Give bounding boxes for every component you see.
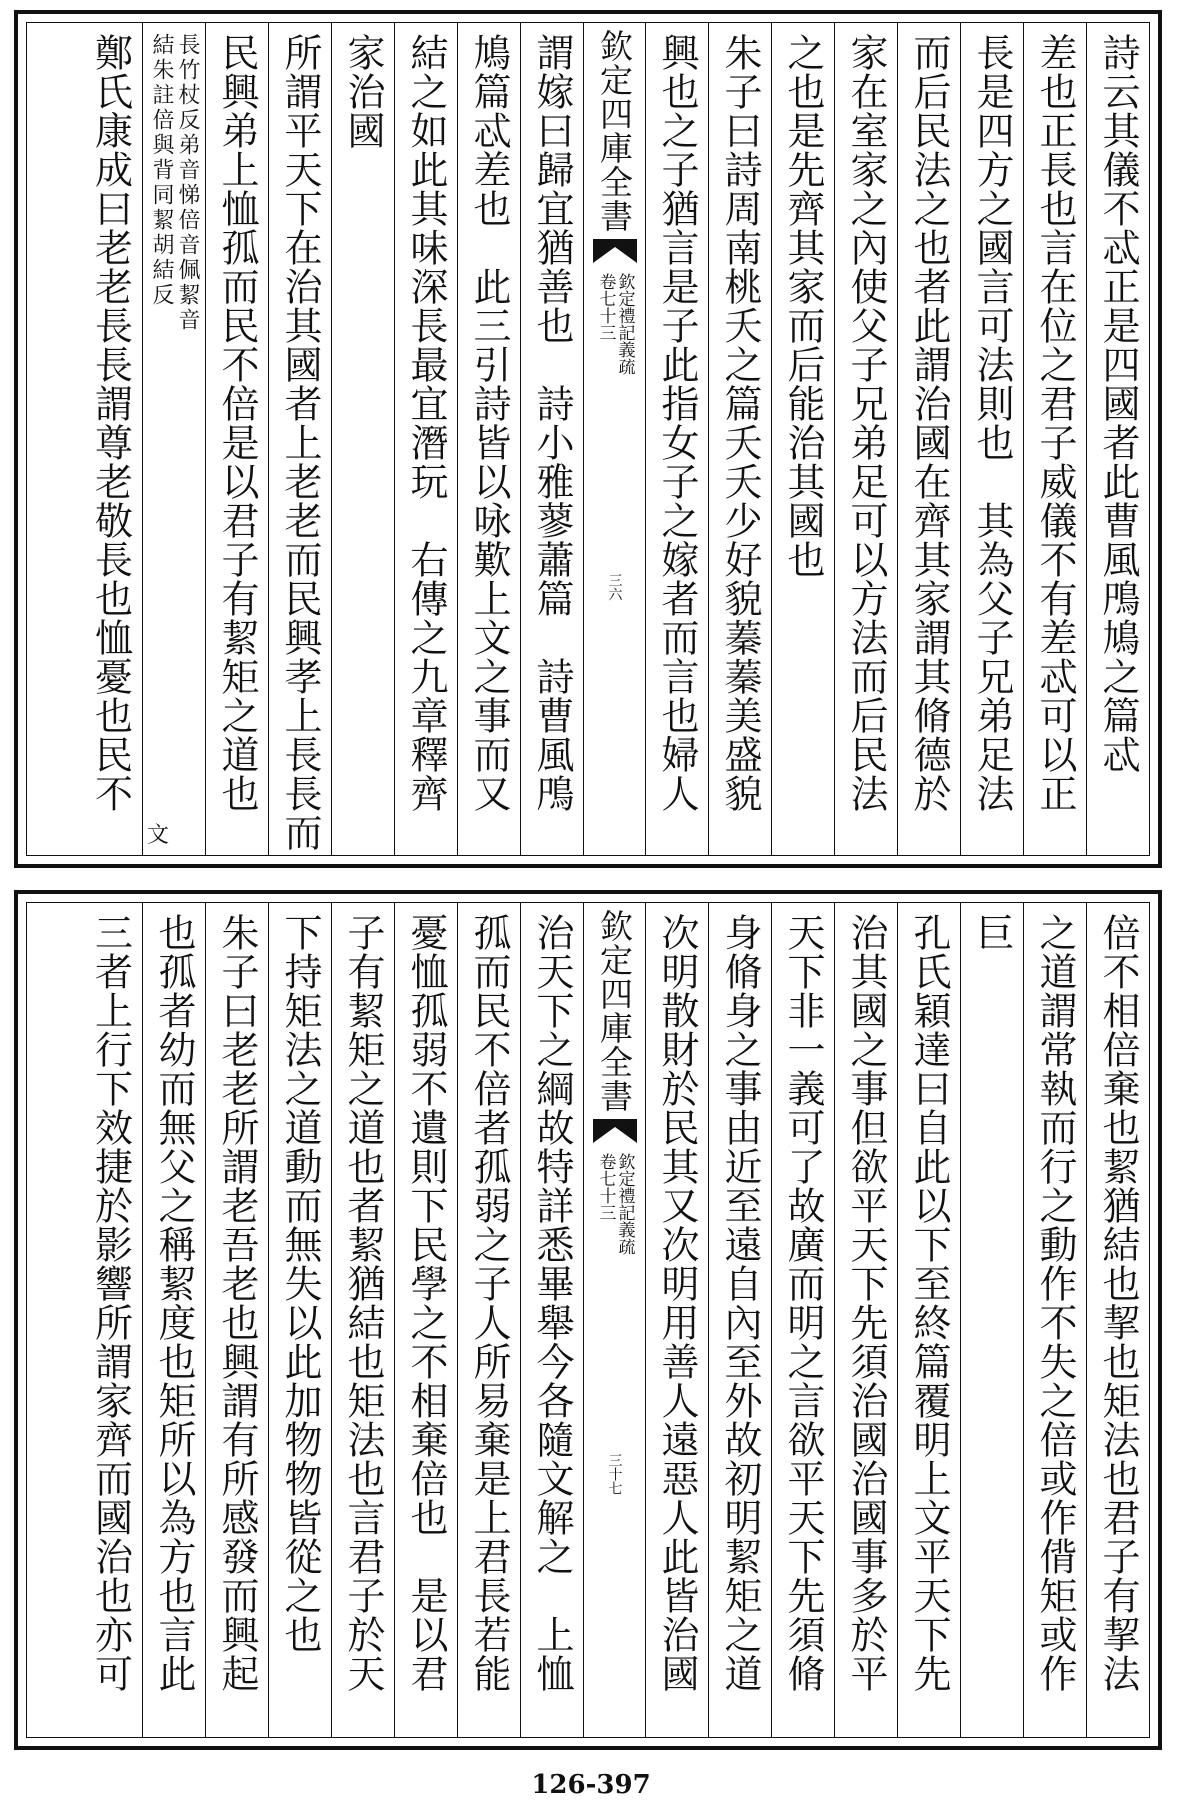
- column-text: 民興弟上恤孤而民不倍是以君子有絜矩之道也: [215, 33, 259, 813]
- text-column: [834, 903, 897, 1737]
- gutter-title: 欽定四庫全書: [595, 909, 634, 1113]
- text-column: [205, 903, 268, 1737]
- text-column: [960, 23, 1023, 855]
- column-text: 三者上行下效捷於影響所謂家齊而國治也亦可: [88, 913, 133, 1693]
- text-column: [708, 903, 771, 1737]
- top-page-frame: [26, 22, 1150, 856]
- column-text: 長是四方之國言可法則也 其為父子兄弟足法: [970, 33, 1014, 813]
- text-column: [960, 903, 1023, 1737]
- gutter-folio: 三十七: [606, 1453, 623, 1495]
- bottom-page-frame: [26, 902, 1150, 1738]
- column-text: 天下非一義可了故廣而明之言欲平天下先須脩: [781, 913, 825, 1693]
- gutter-book-title: 欽定禮記義疏: [614, 1153, 635, 1255]
- fish-tail-mark-icon: [593, 239, 637, 263]
- gutter-volume: 卷七十三: [595, 273, 616, 341]
- column-text: 差也正長也言在位之君子威儀不有差忒可以正: [1033, 33, 1077, 813]
- bottom-page-columns: [27, 903, 1149, 1737]
- column-text: 興也之子猶言是子此指女子之嫁者而言也婦人: [655, 33, 699, 813]
- page-number: 126-397: [531, 1770, 651, 1800]
- column-text: 巨: [970, 913, 1014, 952]
- end-marker: 文: [147, 823, 170, 848]
- gutter-volume: 卷七十三: [595, 1153, 616, 1221]
- text-column: [1023, 903, 1086, 1737]
- column-text: 下持矩法之道動而無失以此加物物皆從之也: [278, 913, 322, 1654]
- note-column: [142, 23, 205, 855]
- text-column: [79, 23, 142, 855]
- text-column: [645, 903, 708, 1737]
- column-text: 治天下之綱故特詳悉畢舉今各隨文解之 上恤: [530, 913, 574, 1693]
- column-text: 而后民法之也者此謂治國在齊其家謂其脩德於: [907, 33, 951, 813]
- page-gutter: [583, 903, 645, 1737]
- text-column: [79, 903, 142, 1737]
- gutter-book-title: 欽定禮記義疏: [614, 273, 635, 375]
- column-text: 子有絜矩之道也者絜猶結也矩法也言君子於天: [341, 913, 385, 1693]
- text-column: [771, 23, 834, 855]
- column-text: 之道謂常執而行之動作不失之倍或作偝矩或作: [1033, 913, 1077, 1693]
- text-column: [645, 23, 708, 855]
- text-column: [708, 23, 771, 855]
- column-text: 倍不相倍棄也絜猶結也挈也矩法也君子有挈法: [1096, 913, 1140, 1693]
- column-text: 詩云其儀不忒正是四國者此曹風鳲鳩之篇忒: [1096, 33, 1140, 774]
- column-text: 之也是先齊其家而后能治其國也: [781, 33, 825, 579]
- column-text: 憂恤孤弱不遺則下民學之不相棄倍也 是以君: [404, 913, 448, 1693]
- text-column: [520, 903, 583, 1737]
- text-column: [1086, 903, 1149, 1737]
- gutter-subtitle: [596, 1153, 634, 1323]
- gutter-title: 欽定四庫全書: [595, 29, 634, 233]
- gutter-folio: 三六: [606, 573, 623, 601]
- bottom-page: [14, 890, 1162, 1750]
- text-column: [331, 903, 394, 1737]
- text-column: [142, 903, 205, 1737]
- text-column: [457, 23, 520, 855]
- text-column: [520, 23, 583, 855]
- text-column: [1023, 23, 1086, 855]
- text-column: [394, 23, 457, 855]
- column-text: 身脩身之事由近至遠自內至外故初明絜矩之道: [718, 913, 762, 1693]
- column-text: 孔氏穎達曰自此以下至終篇覆明上文平天下先: [907, 913, 951, 1693]
- text-column-with-marker: [205, 23, 268, 855]
- text-column: [771, 903, 834, 1737]
- note-line: 長竹杖反弟音悌倍音佩絜音: [175, 33, 200, 333]
- text-column-with-marker: [268, 23, 331, 855]
- column-text: 謂嫁曰歸宜猶善也 詩小雅蓼蕭篇 詩曹風鳲: [530, 33, 574, 813]
- column-text: 治其國之事但欲平天下先須治國治國事多於平: [844, 913, 888, 1693]
- column-text: 家在室家之內使父子兄弟足可以方法而后民法: [844, 33, 888, 813]
- column-text: 所謂平天下在治其國者上老老而民興孝上長長而: [278, 33, 322, 852]
- column-text: 朱子曰老老所謂老吾老也興謂有所感發而興起: [215, 913, 259, 1693]
- text-column: [457, 903, 520, 1737]
- fish-tail-mark-icon: [593, 1119, 637, 1143]
- top-page-columns: [27, 23, 1149, 855]
- text-column: [1086, 23, 1149, 855]
- text-column: [897, 23, 960, 855]
- column-text: 結之如此其味深長最宜潛玩 右傳之九章釋齊: [404, 33, 448, 813]
- page-gutter: [583, 23, 645, 855]
- column-text: 鳩篇忒差也 此三引詩皆以咏歎上文之事而又: [467, 33, 511, 813]
- note-line: 結朱註倍與背同絜胡結反: [149, 33, 174, 308]
- top-page: [14, 10, 1162, 868]
- note-text: [148, 33, 200, 855]
- text-column: [897, 903, 960, 1737]
- column-text: 也孤者幼而無父之稱絜度也矩所以為方也言此: [152, 913, 196, 1693]
- column-text: 孤而民不倍者孤弱之子人所易棄是上君長若能: [467, 913, 511, 1693]
- column-text: 鄭氏康成曰老老長長謂尊老敬長也恤憂也民不: [88, 33, 133, 813]
- text-column: [331, 23, 394, 855]
- column-text: 朱子曰詩周南桃夭之篇夭夭少好貌蓁蓁美盛貌: [718, 33, 762, 813]
- column-text: 次明散財於民其又次明用善人遠惡人此皆治國: [655, 913, 699, 1693]
- text-column: [394, 903, 457, 1737]
- text-column: [834, 23, 897, 855]
- text-column: [268, 903, 331, 1737]
- gutter-subtitle: [596, 273, 634, 443]
- column-text: 家治國: [341, 33, 385, 150]
